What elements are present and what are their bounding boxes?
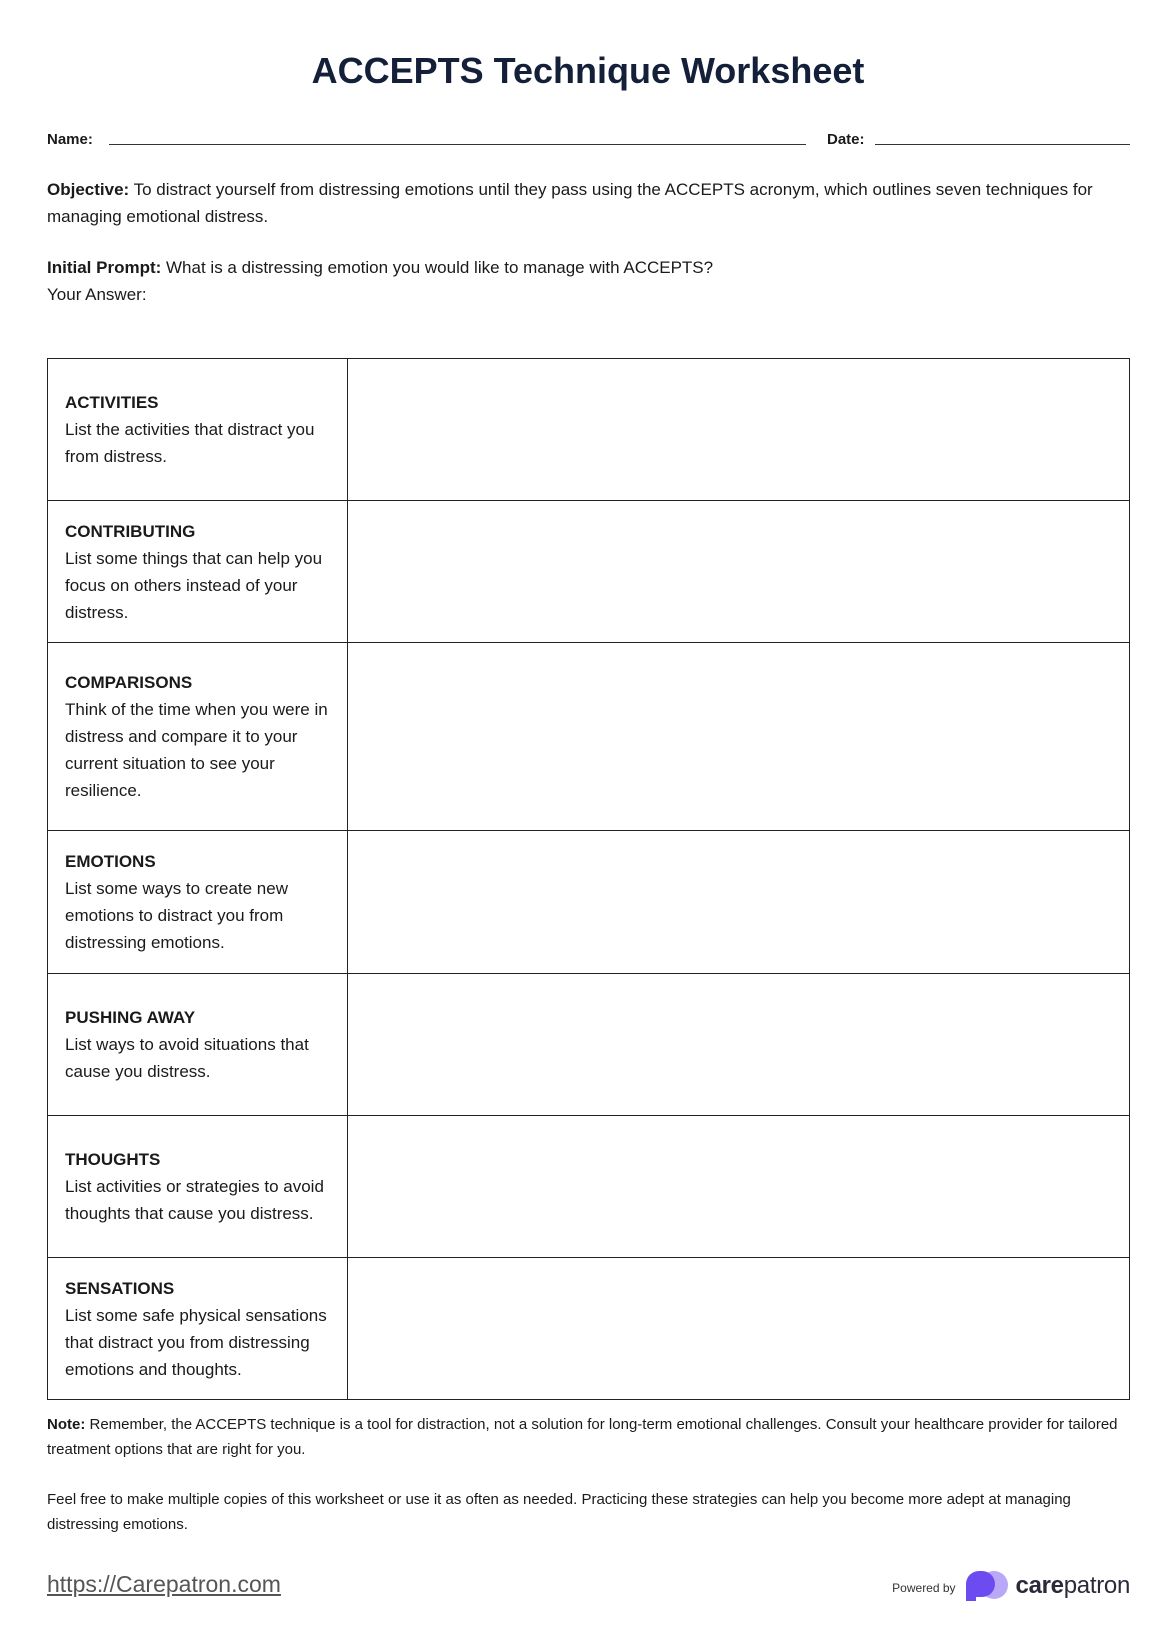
page-title: ACCEPTS Technique Worksheet <box>311 50 865 91</box>
row-label-cell <box>48 974 348 1116</box>
answer-cell-sensations[interactable] <box>348 1258 1130 1400</box>
note-label: Note: <box>47 1416 86 1433</box>
closing-text: Feel free to make multiple copies of this worksheet or use it as often as needed. Practicing these strategies can help you become more adept at managing distressing emotions. <box>47 1491 1071 1533</box>
row-label-cell <box>48 1258 348 1400</box>
row-label-cell <box>48 501 348 643</box>
name-field[interactable] <box>109 144 806 145</box>
powered-by-text: Powered by <box>892 1581 956 1595</box>
row-heading: ACTIVITIES <box>65 393 159 412</box>
initial-prompt-text: What is a distressing emotion you would like to manage with ACCEPTS? <box>166 258 714 277</box>
name-date-row <box>47 130 1130 152</box>
row-label-cell <box>48 359 348 501</box>
objective-label: Objective: <box>47 180 130 199</box>
objective <box>47 176 1130 230</box>
row-heading: PUSHING AWAY <box>65 1008 196 1027</box>
table-row <box>48 359 1130 501</box>
row-description: List some ways to create new emotions to distract you from distressing emotions. <box>65 879 288 952</box>
row-heading: EMOTIONS <box>65 852 156 871</box>
date-label: Date: <box>827 131 865 148</box>
table-row <box>48 831 1130 974</box>
row-description: List ways to avoid situations that cause you distress. <box>65 1035 309 1081</box>
table-row <box>48 643 1130 831</box>
initial-prompt-label: Initial Prompt: <box>47 258 162 277</box>
row-description: List activities or strategies to avoid thoughts that cause you distress. <box>65 1177 324 1223</box>
row-label-cell <box>48 1116 348 1258</box>
row-heading: SENSATIONS <box>65 1278 175 1298</box>
row-description: List some safe physical sensations that distract you from distressing emotions and thoughts. <box>65 1305 327 1379</box>
carepatron-link[interactable]: https://Carepatron.com <box>47 1571 281 1597</box>
row-heading: CONTRIBUTING <box>65 521 196 541</box>
note-text: Remember, the ACCEPTS technique is a tool for distraction, not a solution for long-term emotional challenges. Consult your healthcare provider for tailored treatment options that are right for you. <box>47 1416 1118 1458</box>
your-answer-label: Your Answer: <box>47 285 147 304</box>
objective-text: To distract yourself from distressing emotions until they pass using the ACCEPTS acronym, which outlines seven techniques for managing emotional distress. <box>47 180 1093 226</box>
initial-prompt <box>47 254 1130 308</box>
answer-cell-activities[interactable] <box>348 359 1130 501</box>
carepatron-logo-icon <box>964 1570 1010 1602</box>
answer-cell-thoughts[interactable] <box>348 1116 1130 1258</box>
row-heading: THOUGHTS <box>65 1150 161 1169</box>
answer-cell-comparisons[interactable] <box>348 643 1130 831</box>
table-row <box>48 974 1130 1116</box>
table-row <box>48 1258 1130 1400</box>
powered-by-brand[interactable] <box>892 1566 1130 1606</box>
table-row <box>48 1116 1130 1258</box>
note <box>47 1412 1130 1462</box>
name-label: Name: <box>47 131 93 148</box>
row-label-cell <box>48 831 348 974</box>
brand-name: carepatron <box>1015 1572 1130 1599</box>
accepts-table <box>47 358 1130 1400</box>
date-field[interactable] <box>875 144 1130 145</box>
answer-cell-emotions[interactable] <box>348 831 1130 974</box>
row-description: List the activities that distract you from distress. <box>65 420 315 466</box>
table-row <box>48 501 1130 643</box>
row-description: Think of the time when you were in distress and compare it to your current situation to see your resilience. <box>65 700 328 800</box>
answer-cell-pushing-away[interactable] <box>348 974 1130 1116</box>
row-heading: COMPARISONS <box>65 673 193 692</box>
row-label-cell <box>48 643 348 831</box>
answer-cell-contributing[interactable] <box>348 501 1130 643</box>
row-description: List some things that can help you focus on others instead of your distress. <box>65 548 323 622</box>
